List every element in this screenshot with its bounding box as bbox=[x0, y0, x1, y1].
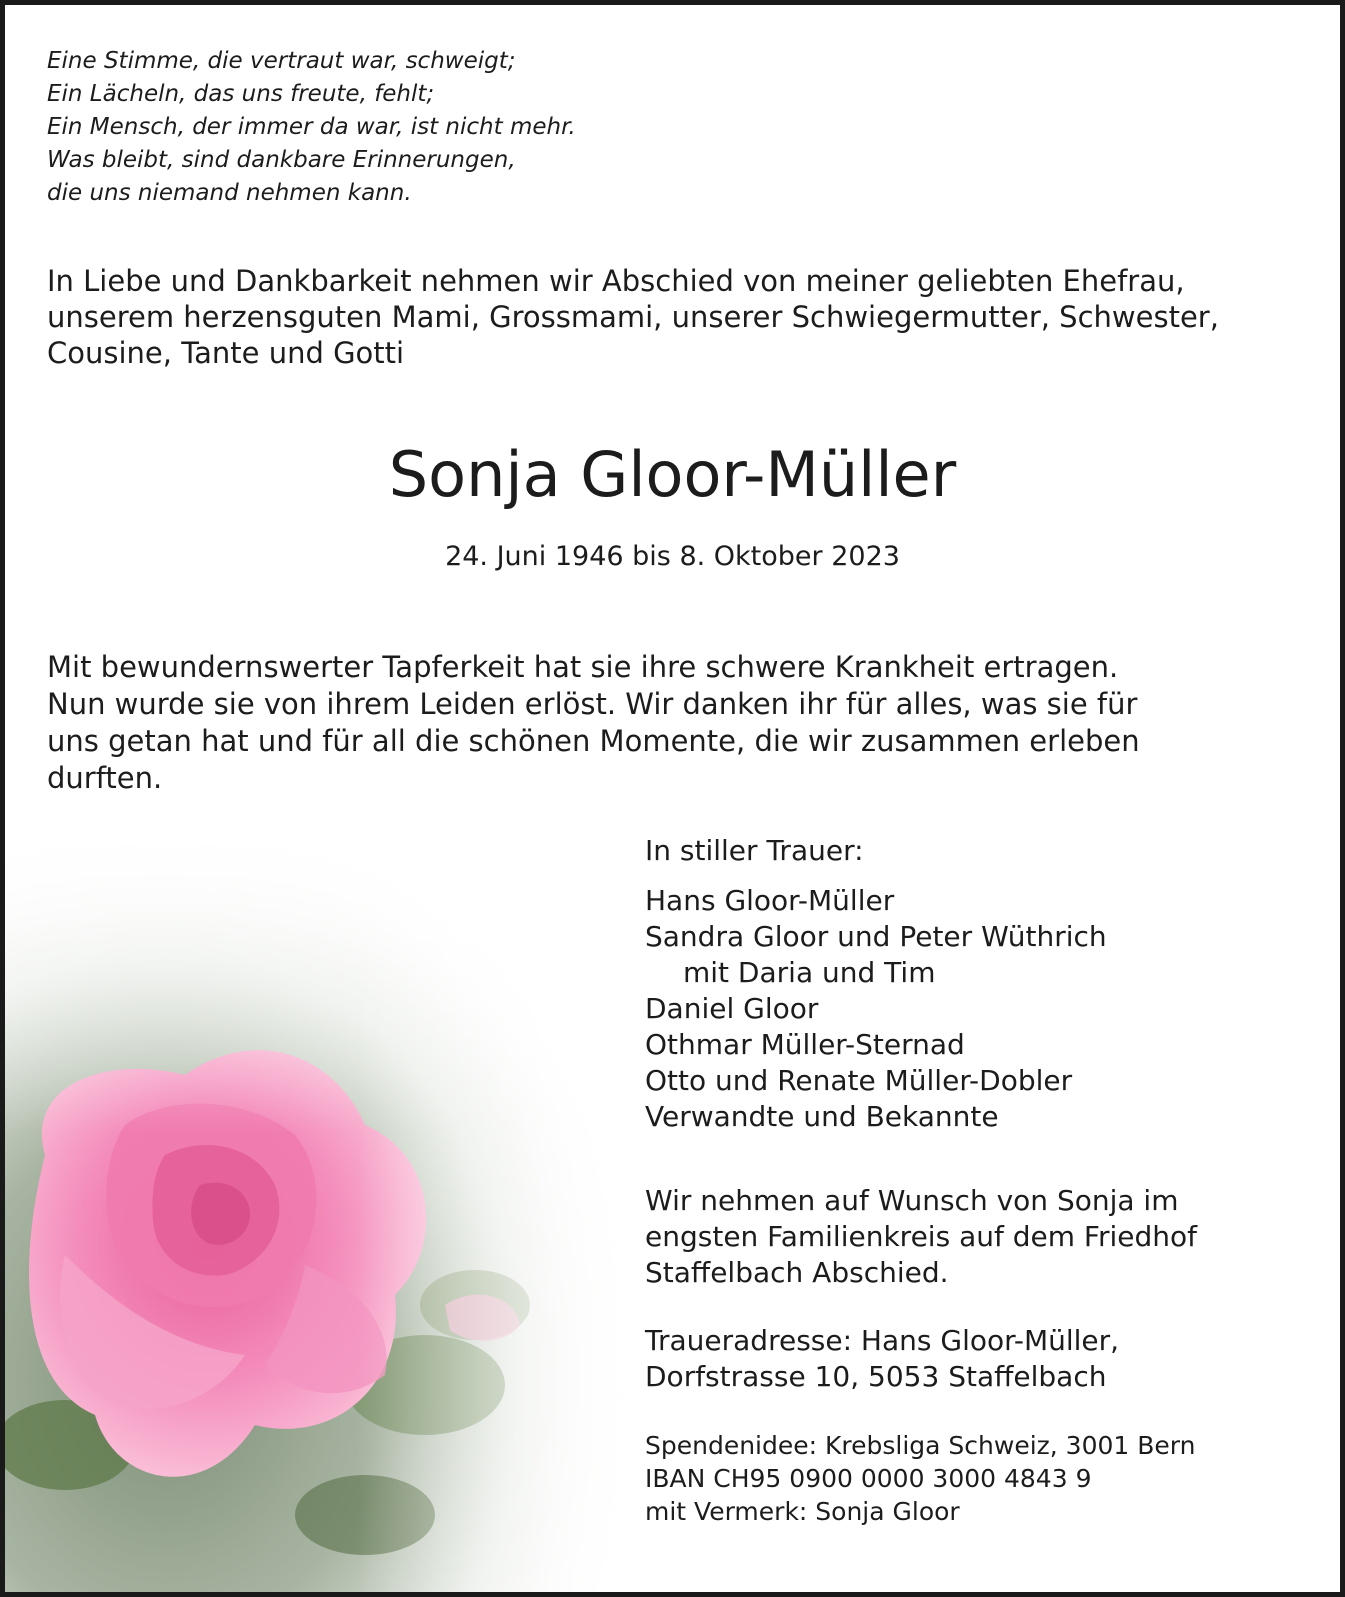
mourners-list bbox=[645, 883, 1107, 1135]
life-dates: 24. Juni 1946 bis 8. Oktober 2023 bbox=[445, 541, 900, 572]
intro-line: Cousine, Tante und Gotti bbox=[47, 336, 405, 370]
mourner-entry: Hans Gloor-Müller bbox=[645, 884, 895, 917]
donation-line: mit Vermerk: Sonja Gloor bbox=[645, 1497, 960, 1526]
rose-icon bbox=[5, 825, 645, 1595]
poem-line: Eine Stimme, die vertraut war, schweigt; bbox=[47, 48, 516, 74]
mourning-address bbox=[645, 1323, 1119, 1395]
mourner-entry: Othmar Müller-Sternad bbox=[645, 1028, 965, 1061]
body-line: Mit bewundernswerter Tapferkeit hat sie ihre schwere Krankheit ertragen. bbox=[47, 650, 1119, 684]
poem-line: die uns niemand nehmen kann. bbox=[47, 180, 412, 206]
poem-line: Ein Mensch, der immer da war, ist nicht mehr. bbox=[47, 114, 576, 140]
note-line: Staffelbach Abschied. bbox=[645, 1256, 949, 1289]
body-line: uns getan hat und für all die schönen Momente, die wir zusammen erleben bbox=[47, 724, 1140, 758]
address-line: Traueradresse: Hans Gloor-Müller, bbox=[645, 1324, 1120, 1357]
poem-line: Was bleibt, sind dankbare Erinnerungen, bbox=[47, 147, 516, 173]
intro-line: unserem herzensguten Mami, Grossmami, unserer Schwiegermutter, Schwester, bbox=[47, 300, 1219, 334]
farewell-note bbox=[645, 1183, 1197, 1291]
mourner-entry: Otto und Renate Müller-Dobler bbox=[645, 1064, 1073, 1097]
donation-line: Spendenidee: Krebsliga Schweiz, 3001 Bern bbox=[645, 1431, 1196, 1460]
poem bbox=[47, 45, 576, 210]
mourner-entry: mit Daria und Tim bbox=[683, 956, 936, 989]
body-paragraph bbox=[47, 649, 1140, 797]
intro-line: In Liebe und Dankbarkeit nehmen wir Abschied von meiner geliebten Ehefrau, bbox=[47, 264, 1185, 298]
mourner-entry: Daniel Gloor bbox=[645, 992, 819, 1025]
note-line: Wir nehmen auf Wunsch von Sonja im bbox=[645, 1184, 1179, 1217]
mourner-entry: Verwandte und Bekannte bbox=[645, 1100, 999, 1133]
mourner-entry: Sandra Gloor und Peter Wüthrich bbox=[645, 920, 1107, 953]
note-line: engsten Familienkreis auf dem Friedhof bbox=[645, 1220, 1198, 1253]
intro-paragraph bbox=[47, 263, 1219, 371]
body-line: durften. bbox=[47, 761, 163, 795]
donation-line: IBAN CH95 0900 0000 3000 4843 9 bbox=[645, 1464, 1092, 1493]
donation-info bbox=[645, 1429, 1195, 1528]
mourning-heading: In stiller Trauer: bbox=[645, 834, 864, 867]
poem-line: Ein Lächeln, das uns freute, fehlt; bbox=[47, 81, 435, 107]
body-line: Nun wurde sie von ihrem Leiden erlöst. Wir danken ihr für alles, was sie für bbox=[47, 687, 1138, 721]
deceased-name: Sonja Gloor-Müller bbox=[388, 438, 957, 511]
address-line: Dorfstrasse 10, 5053 Staffelbach bbox=[645, 1360, 1107, 1393]
